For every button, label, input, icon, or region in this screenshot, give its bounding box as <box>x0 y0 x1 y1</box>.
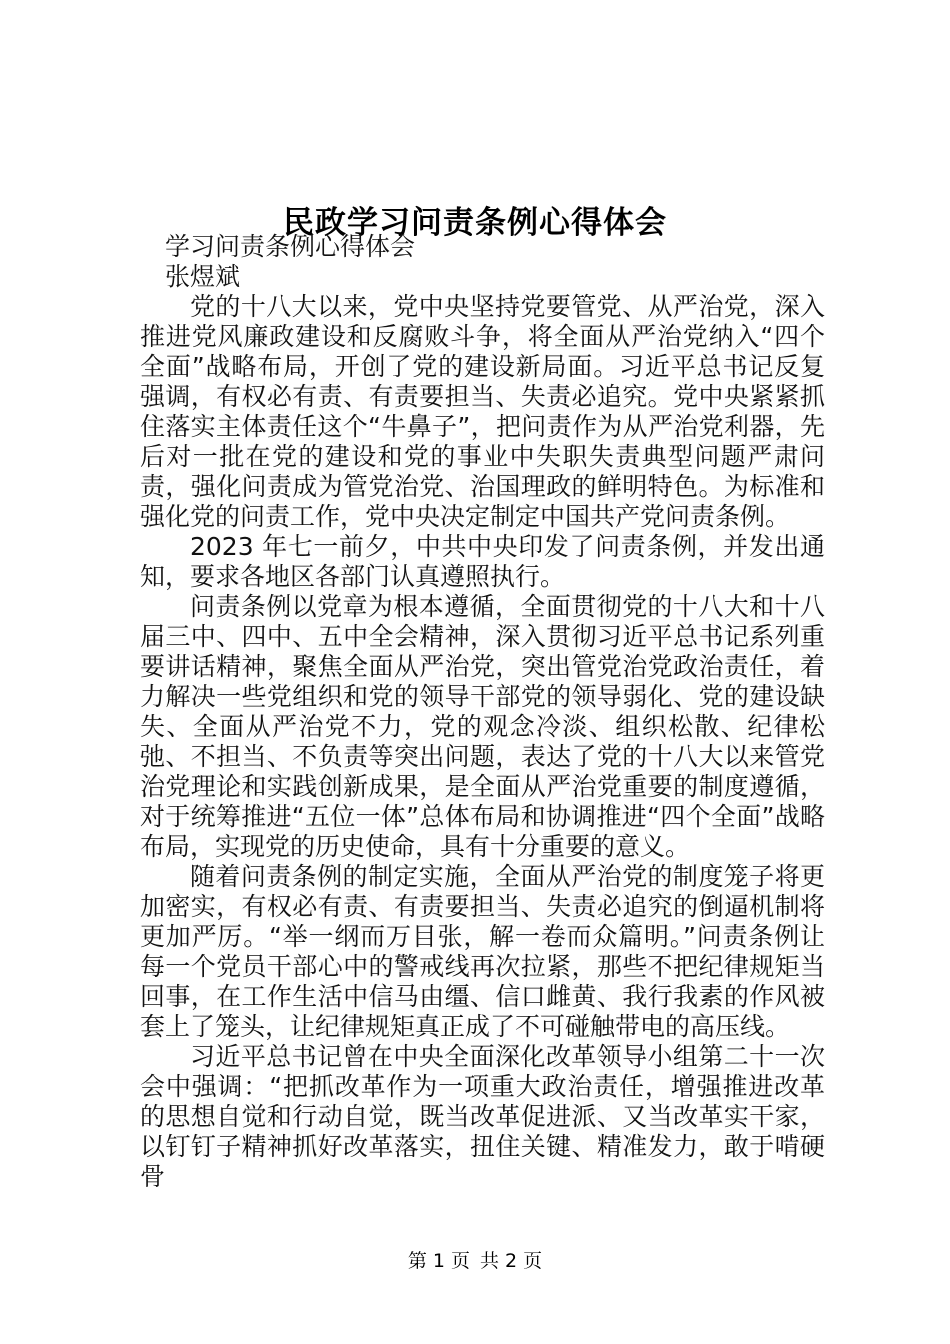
body-paragraph-3: 问责条例以党章为根本遵循，全面贯彻党的十八大和十八届三中、四中、五中全会精神，深入贯彻习近平总书记系列重要讲话精神，聚焦全面从严治党，突出管党治党政治责任，着力解决一些党组织和党的领导干部党的领导弱化、党的建设缺失、全面从严治党不力，党的观念冷淡、组织松散、纪律松弛、不担当、不负责等突出问题，表达了党的十八大以来管党治党理论和实践创新成果，是全面从严治党重要的制度遵循，对于统筹推进“五位一体”总体布局和协调推进“四个全面”战略布局，实现党的历史使命，具有十分重要的意义。 <box>140 592 825 861</box>
footer-current-page: 第 1 页 <box>407 1250 470 1272</box>
document-body <box>140 232 825 1192</box>
body-paragraph-5: 习近平总书记曾在中央全面深化改革领导小组第二十一次会中强调：“把抓改革作为一项重大政治责任，增强推进改革的思想自觉和行动自觉，既当改革促进派、又当改革实干家，以钉钉子精神抓好改革落实，扭住关键、精准发力，敢于啃硬骨 <box>140 1042 825 1191</box>
footer-total-pages: 共 2 页 <box>480 1250 543 1272</box>
document-subtitle: 学习问责条例心得体会 <box>165 232 416 261</box>
body-paragraph-1: 党的十八大以来，党中央坚持党要管党、从严治党，深入推进党风廉政建设和反腐败斗争，将全面从严治党纳入“四个全面”战略布局，开创了党的建设新局面。习近平总书记反复强调，有权必有责、有责要担当、失责必追究。党中央紧紧抓住落实主体责任这个“牛鼻子”，把问责作为从严治党利器，先后对一批在党的建设和党的事业中失职失责典型问题严肃问责，强化问责成为管党治党、治国理政的鲜明特色。为标准和强化党的问责工作，党中央决定制定中国共产党问责条例。 <box>140 292 825 531</box>
body-paragraph-2: 2023 年七一前夕，中共中央印发了问责条例，并发出通知，要求各地区各部门认真遵照执行。 <box>140 532 825 591</box>
document-author: 张煜斌 <box>165 262 241 291</box>
page-title: 民政学习问责条例心得体会 <box>283 204 667 241</box>
page-footer <box>0 1248 950 1274</box>
body-paragraph-4: 随着问责条例的制定实施，全面从严治党的制度笼子将更加密实，有权必有责、有责要担当、失责必追究的倒逼机制将更加严厉。“举一纲而万目张，解一卷而众篇明。”问责条例让每一个党员干部心中的警戒线再次拉紧，那些不把纪律规矩当回事，在工作生活中信马由缰、信口雌黄、我行我素的作风被套上了笼头，让纪律规矩真正成了不可碰触带电的高压线。 <box>140 862 825 1041</box>
